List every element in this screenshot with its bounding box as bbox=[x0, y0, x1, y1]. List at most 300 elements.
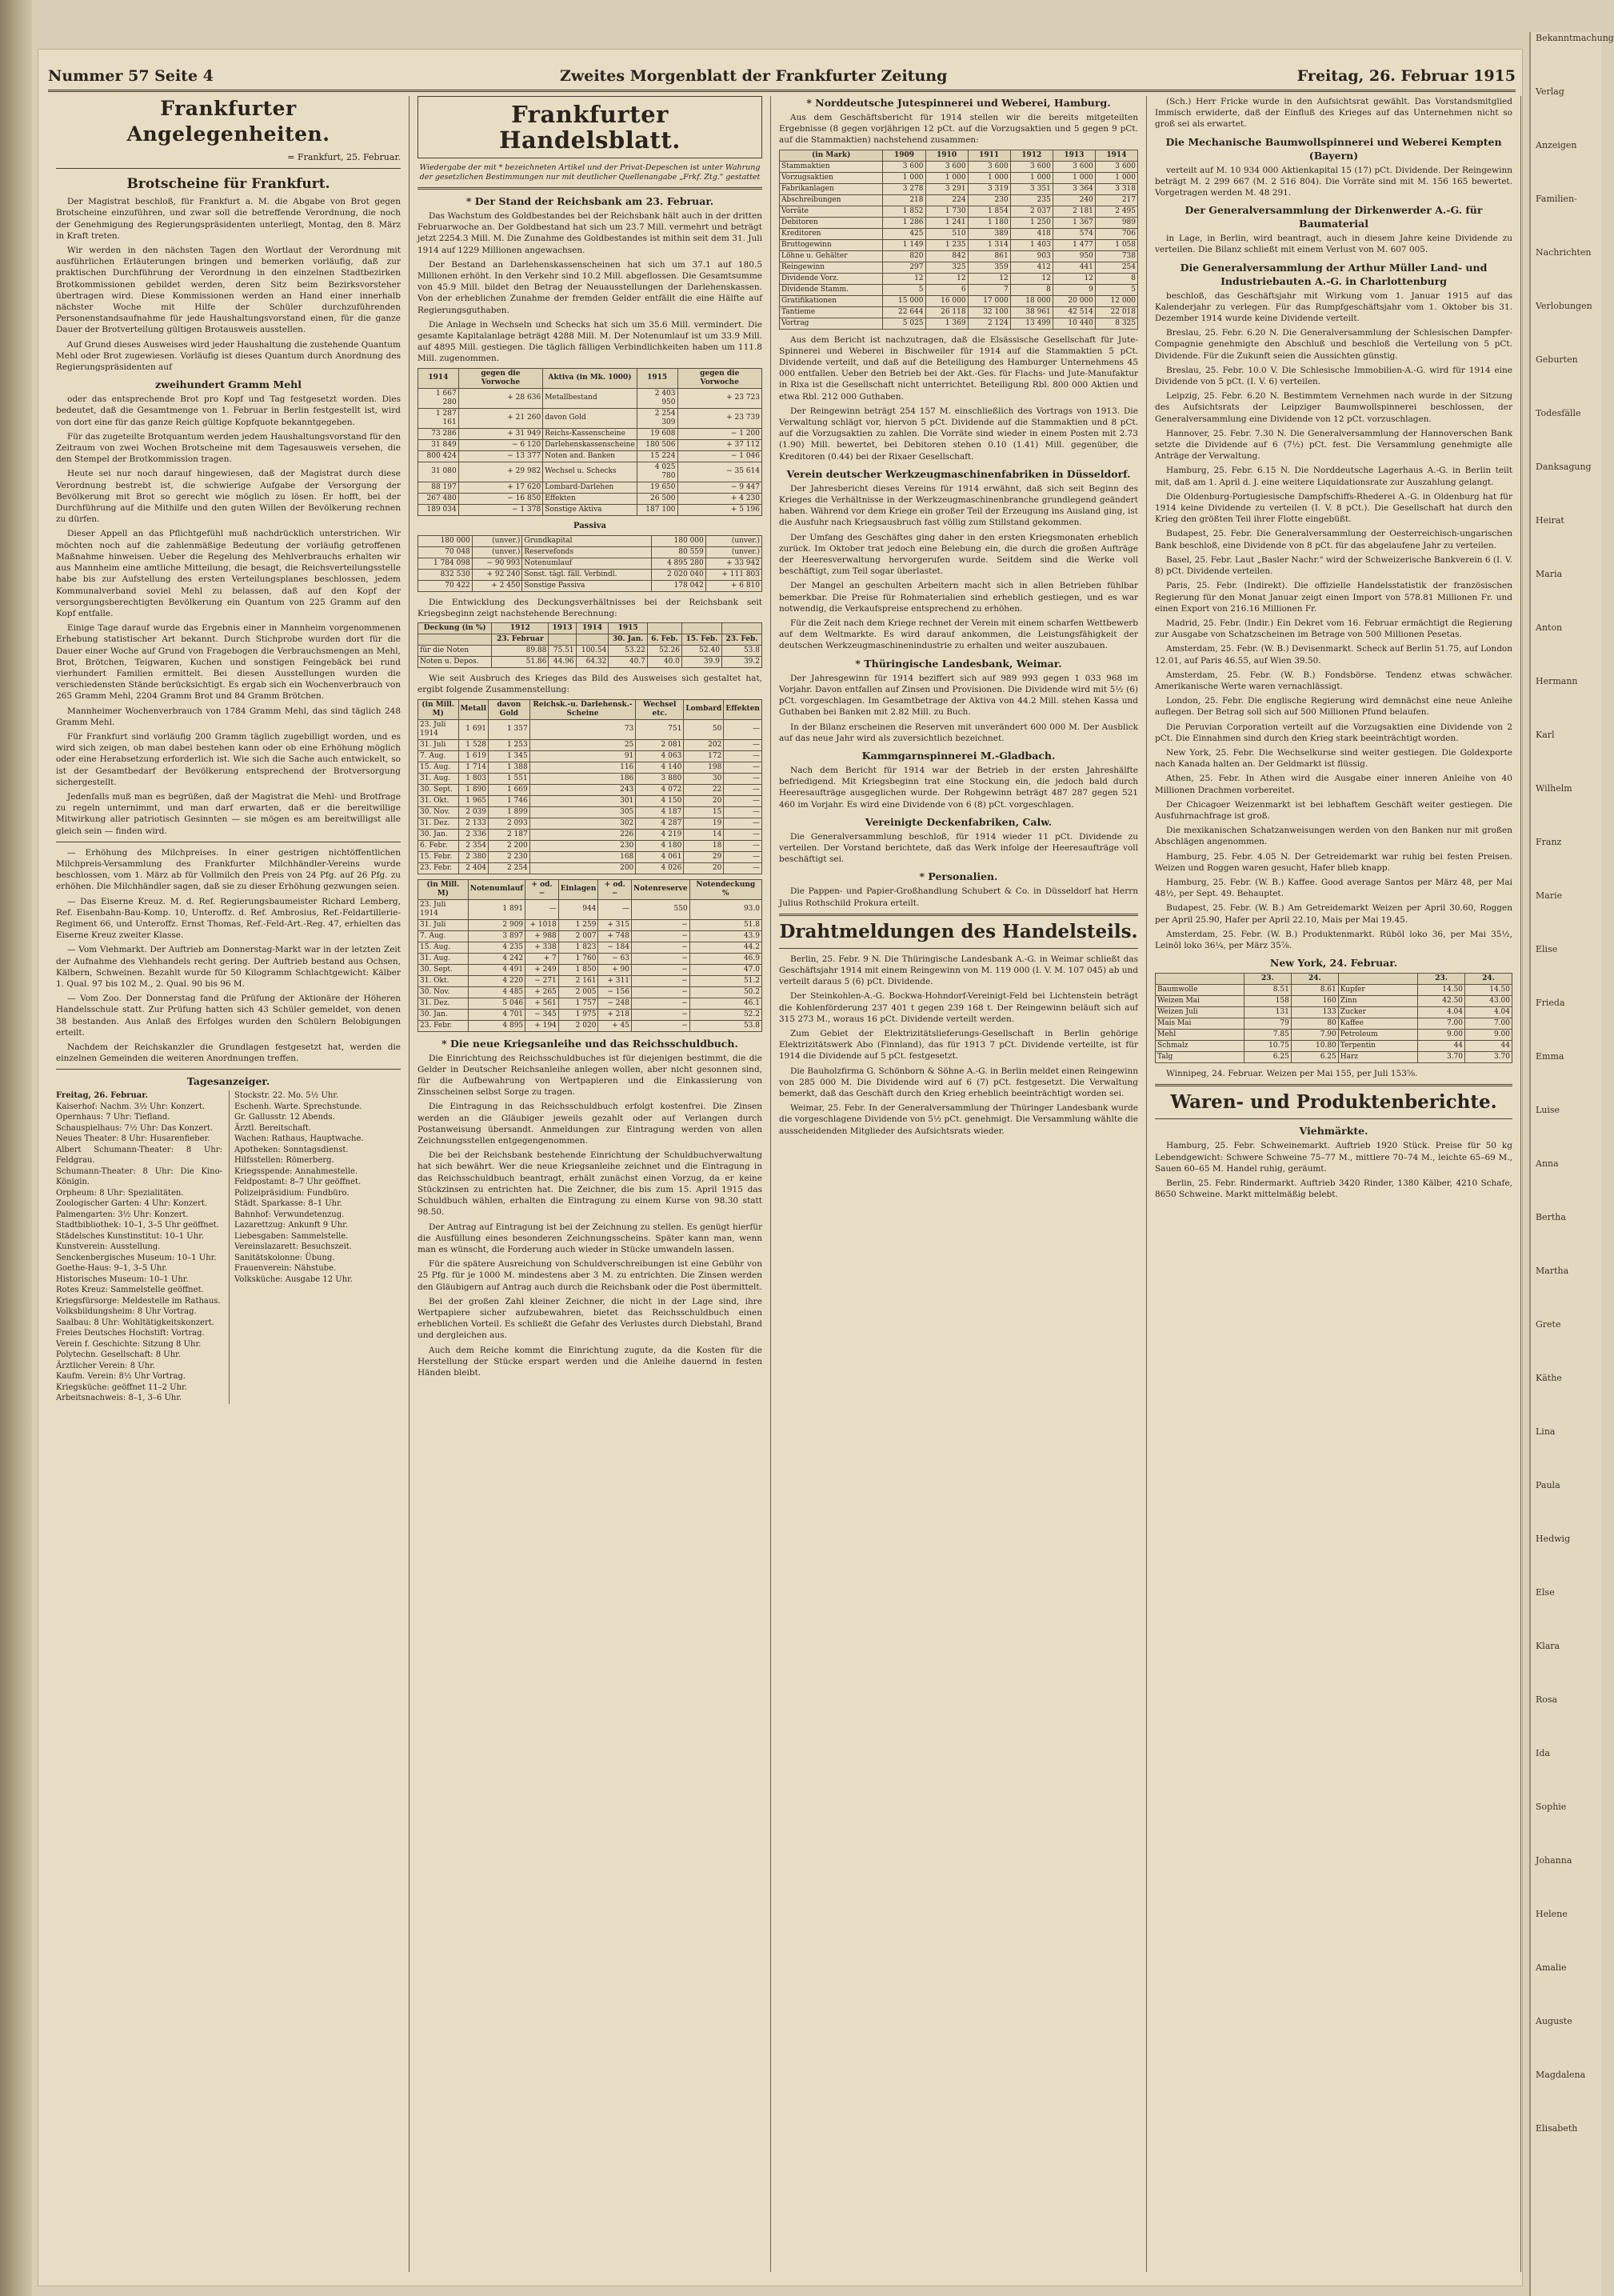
table-row bbox=[418, 408, 762, 428]
table-cell: Zucker bbox=[1338, 1007, 1417, 1018]
table-row bbox=[418, 953, 762, 964]
list-item: Rotes Kreuz: Sammelstelle geöffnet. bbox=[56, 1286, 204, 1295]
table-cell: 550 bbox=[632, 899, 690, 919]
paragraph: — Vom Viehmarkt. Der Auftrieb am Donnerstag-Markt war in der letzten Zeit der Aufnahme des Viehhandels recht gering. Der Auftrieb bestand aus Ochsen, Kälbern, Schweinen. Bezahlt wurde für 50 Kilogramm Schlachtgewicht: Kälber 1. Qual. 97 bis 102 M., 2. Qual. 90 bis 96 M. bbox=[56, 945, 401, 989]
paragraph: Budapest, 25. Febr. Die Generalversammlung der Oesterreichisch-ungarischen Bank beschloß, eine Dividende von 8 pCt. für das abgelaufene Jahr zu verteilen. bbox=[1155, 529, 1512, 550]
table-cell: 706 bbox=[1095, 228, 1137, 239]
table-row bbox=[1156, 1030, 1512, 1041]
table-cell: — bbox=[525, 899, 559, 919]
table-cell: 12 bbox=[968, 273, 1010, 284]
table-cell: Kupfer bbox=[1338, 985, 1417, 996]
table-cell: − bbox=[632, 964, 690, 975]
table-cell: + 249 bbox=[525, 964, 559, 975]
table-header-cell: 1914 bbox=[576, 623, 609, 634]
table-cell: 178 042 bbox=[651, 580, 705, 591]
table-cell: 15. Aug. bbox=[418, 942, 469, 953]
table-cell: 5 bbox=[1095, 284, 1137, 295]
strip-line: Johanna bbox=[1536, 1855, 1572, 1866]
table-cell: 218 bbox=[883, 194, 925, 206]
table-cell: 7.00 bbox=[1465, 1018, 1512, 1030]
table-row bbox=[418, 818, 762, 829]
table-cell: 1 803 bbox=[458, 773, 489, 784]
list-item: Polizeipräsidium: Fundbüro. bbox=[234, 1188, 350, 1198]
table-cell: 6.25 bbox=[1244, 1052, 1291, 1063]
table-header-cell bbox=[418, 634, 492, 646]
table-cell: 2 380 bbox=[458, 851, 489, 862]
paragraph: Berlin, 25. Febr. Rindermarkt. Auftrieb 3420 Rinder, 1380 Kälber, 4210 Schafe, 8650 Schweine. Markt mittelmäßig belebt. bbox=[1155, 1178, 1512, 1200]
table-cell: 12 bbox=[883, 273, 925, 284]
table-cell: Darlehenskassenscheine bbox=[543, 439, 637, 450]
table-row bbox=[418, 784, 762, 795]
table-cell: Metallbestand bbox=[543, 388, 637, 408]
table-cell: 180 000 bbox=[418, 535, 473, 546]
table-row bbox=[780, 273, 1138, 284]
table-cell: 53.8 bbox=[689, 1020, 761, 1031]
table-cell: Schmalz bbox=[1156, 1041, 1244, 1052]
table-header-cell: 24. bbox=[1291, 974, 1338, 985]
table-row bbox=[418, 1009, 762, 1020]
table-header-cell: 23. bbox=[1418, 974, 1465, 985]
table-header-cell: davon Gold bbox=[489, 699, 530, 719]
list-item: Eschenh. Warte. Sprechstunde. bbox=[234, 1102, 362, 1111]
table-cell: 4 220 bbox=[468, 975, 525, 986]
table-cell: 1 180 bbox=[968, 217, 1010, 228]
table-header-cell: 1913 bbox=[1053, 150, 1095, 161]
table-cell: 7. Aug. bbox=[418, 930, 469, 942]
table-cell: 1 357 bbox=[489, 719, 530, 739]
table-row bbox=[418, 762, 762, 773]
paragraph: London, 25. Febr. Die englische Regierung wird demnächst eine neue Anleihe auflegen. Der Betrag soll sich auf 500 Millionen Pfund belaufen. bbox=[1155, 696, 1512, 718]
table-cell: 325 bbox=[925, 262, 968, 273]
table-cell: 6. Febr. bbox=[418, 840, 459, 851]
table-cell: 15. Aug. bbox=[418, 762, 459, 773]
table-cell: 29 bbox=[684, 851, 724, 862]
table-cell: 1 345 bbox=[489, 750, 530, 762]
table-cell: 16 000 bbox=[925, 295, 968, 306]
table-row bbox=[1156, 1007, 1512, 1018]
paragraph: Die Generalversammlung beschloß, für 1914 wieder 11 pCt. Dividende zu verteilen. Der Vorstand berichtete, daß das Werk infolge der Heeresaufträge voll beschäftigt sei. bbox=[779, 831, 1138, 865]
table-cell: — bbox=[724, 806, 762, 818]
column-frankfurter-handelsblatt bbox=[409, 96, 771, 2272]
table-cell: 305 bbox=[529, 806, 636, 818]
table-row bbox=[418, 569, 762, 580]
table-cell: 30. Sept. bbox=[418, 784, 459, 795]
table-cell: 51.2 bbox=[689, 975, 761, 986]
paragraph: Basel, 25. Febr. Laut „Basler Nachr." wird der Schweizerische Bankverein 6 (I. V. 8) pCt. Dividende verteilen. bbox=[1155, 554, 1512, 577]
table-cell: 39.9 bbox=[681, 657, 721, 668]
strip-line: Lina bbox=[1536, 1426, 1556, 1437]
table-cell: 820 bbox=[883, 250, 925, 262]
table-row bbox=[780, 262, 1138, 273]
table-cell: + 90 bbox=[598, 964, 632, 975]
table-header-cell: 24. bbox=[1465, 974, 1512, 985]
section-title: Frankfurter Handelsblatt. bbox=[499, 101, 681, 154]
table-row bbox=[418, 942, 762, 953]
table-header-cell: 1909 bbox=[883, 150, 925, 161]
paragraph: Amsterdam, 25. Febr. (W. B.) Devisenmarkt. Scheck auf Berlin 51.75, auf London 12.01, auf Paris 46.55, auf Wien 39.50. bbox=[1155, 644, 1512, 666]
table-cell: 8 bbox=[1095, 273, 1137, 284]
table-cell: 3 600 bbox=[968, 161, 1010, 172]
adjacent-page-strip bbox=[1529, 32, 1614, 2296]
table-cell: Fabrikanlagen bbox=[780, 183, 883, 194]
table-row bbox=[780, 284, 1138, 295]
table-cell: 12 000 bbox=[1095, 295, 1137, 306]
table-row bbox=[780, 228, 1138, 239]
table-cell: 230 bbox=[968, 194, 1010, 206]
list-item: Feldpostamt: 8–7 Uhr geöffnet. bbox=[234, 1178, 362, 1187]
list-item: Städelsches Kunstinstitut: 10–1 Uhr. bbox=[56, 1231, 205, 1241]
new-york-heading: New York, 24. Februar. bbox=[1269, 957, 1398, 970]
table-header-cell: Notendeckung % bbox=[689, 879, 761, 899]
table-cell: 30. Nov. bbox=[418, 986, 469, 998]
paragraph: Paris, 25. Febr. (Indirekt). Die offizielle Handelsstatistik der französischen Regierung für den Monat Januar zeigt einen Import von 578.81 Millionen Fr. und einen Export von 216.16 Millionen Fr. bbox=[1155, 581, 1512, 614]
paragraph: Hamburg, 25. Febr. (W. B.) Kaffee. Good average Santos per März 48, per Mai 48½, per Sept. 49. Behauptet. bbox=[1155, 877, 1512, 899]
table-cell: + 2 450 bbox=[472, 580, 522, 591]
paragraph: Der Jahresgewinn für 1914 beziffert sich auf 989 993 gegen 1 033 968 im Vorjahr. Davon entfallen auf Zinsen und Provisionen. Die Dividende wird mit 5½ (6) pCt. vorgeschlagen. Im Gesamtbetrage der Aktiva von 44.2 Mill. stehen Kassa und Guthaben bei Banken mit 2.82 Mill. zu Buch. bbox=[779, 673, 1138, 718]
table-cell: 2 200 bbox=[489, 840, 530, 851]
table-cell: 8.51 bbox=[1244, 985, 1291, 996]
table-cell: Noten and. Banken bbox=[543, 450, 637, 462]
table-cell: 38 961 bbox=[1010, 306, 1053, 318]
table-cell: — bbox=[724, 739, 762, 750]
table-cell: 1 314 bbox=[968, 239, 1010, 250]
table-cell: 832 530 bbox=[418, 569, 473, 580]
table-cell: 861 bbox=[968, 250, 1010, 262]
table-cell: 1 367 bbox=[1053, 217, 1095, 228]
table-header-cell bbox=[647, 623, 681, 634]
table-cell: 23. Juli 1914 bbox=[418, 899, 469, 919]
table-cell: 189 034 bbox=[418, 504, 459, 515]
table-row bbox=[418, 840, 762, 851]
table-cell: 5 bbox=[883, 284, 925, 295]
paragraph: Der Umfang des Geschäftes ging daher in den ersten Kriegsmonaten erheblich zurück. Im Oktober trat jedoch eine Belebung ein, die durch die großen Aufträge der Heeresverwaltung hervorgerufen wurde. Seitdem sind die Werke voll beschäftigt, zum Teil sogar überlastet. bbox=[779, 532, 1138, 577]
table-header-cell: Notenreserve bbox=[632, 879, 690, 899]
paragraph: Hamburg, 25. Febr. Schweinemarkt. Auftrieb 1920 Stück. Preise für 50 kg Lebendgewicht: Schwere Schweine 75–77 M., mittlere 70–74 M., leichte 65–69 M., Sauen 60–65 M. Handel ruhig, geräumt. bbox=[1155, 1141, 1512, 1174]
table-cell: Petroleum bbox=[1338, 1030, 1417, 1041]
table-cell: Stammaktien bbox=[780, 161, 883, 172]
table-cell: 235 bbox=[1010, 194, 1053, 206]
strip-line: Helene bbox=[1536, 1909, 1568, 1919]
table-cell: 4 701 bbox=[468, 1009, 525, 1020]
list-item: Kunstverein: Ausstellung. bbox=[56, 1242, 161, 1252]
list-item: Apotheken: Sonntagsdienst. bbox=[234, 1145, 349, 1154]
list-item: Historisches Museum: 10–1 Uhr. bbox=[56, 1274, 189, 1284]
table-cell: 301 bbox=[529, 795, 636, 806]
table-cell: — bbox=[724, 862, 762, 874]
table-cell: 3 319 bbox=[968, 183, 1010, 194]
table-cell: Dividende Stamm. bbox=[780, 284, 883, 295]
table-cell: + 7 bbox=[525, 953, 559, 964]
table-cell: + 17 620 bbox=[458, 482, 542, 493]
table-cell: 19 650 bbox=[637, 482, 677, 493]
table-cell: − bbox=[632, 975, 690, 986]
table-cell: 70 048 bbox=[418, 546, 473, 558]
table-cell: 9.00 bbox=[1465, 1030, 1512, 1041]
table-cell: − 13 377 bbox=[458, 450, 542, 462]
list-item: Kriegsküche: geöffnet 11–2 Uhr. bbox=[56, 1382, 187, 1392]
table-row bbox=[418, 558, 762, 569]
table-cell: + 265 bbox=[525, 986, 559, 998]
table-cell: 50.2 bbox=[689, 986, 761, 998]
table-cell: − 345 bbox=[525, 1009, 559, 1020]
table-cell: 46.1 bbox=[689, 998, 761, 1009]
table-row bbox=[418, 388, 762, 408]
paragraph: Zum Gebiet der Elektrizitätslieferungs-Gesellschaft in Berlin gehörige Elektrizitätswerk Abo (Finnland), das für 1913 7 pCt. Dividende verteilte, ist für 1914 die Dividende auf 5 pCt. festgesetzt. bbox=[779, 1028, 1138, 1062]
table-cell: 297 bbox=[883, 262, 925, 273]
table-cell: 2 081 bbox=[636, 739, 684, 750]
table-cell: 1 760 bbox=[558, 953, 598, 964]
table-cell: — bbox=[724, 750, 762, 762]
list-item: Ärztlicher Verein: 8 Uhr. bbox=[56, 1361, 155, 1370]
paragraph: Leipzig, 25. Febr. 6.20 N. Bestimmtem Vernehmen nach wurde in der Sitzung des Aufsichtsrats der Leipziger Baumwollspinnerei beschlossen, der Generalversammlung eine Dividende von 12 pCt. vorzuschlagen. bbox=[1155, 391, 1512, 424]
table-cell: 51.8 bbox=[689, 919, 761, 930]
table-cell: — bbox=[724, 719, 762, 739]
table-cell: Vortrag bbox=[780, 318, 883, 329]
table-row bbox=[418, 719, 762, 739]
table-header-cell: 1912 bbox=[1010, 150, 1053, 161]
table-cell: 2 254 bbox=[489, 862, 530, 874]
table-header-cell: Einlagen bbox=[558, 879, 598, 899]
paragraph: Auf Grund dieses Ausweises wird jeder Haushaltung die zustehende Quantum Mehl oder Brot zugewiesen. Vorläufig ist dieses Quantum durch Anordnung des Regierungspräsidenten auf bbox=[56, 339, 401, 373]
strip-line: Amalie bbox=[1536, 1962, 1567, 1973]
table-cell: + 338 bbox=[525, 942, 559, 953]
issue-date: Freitag, 26. Februar 1915 bbox=[1296, 67, 1516, 85]
table-cell: 133 bbox=[1291, 1007, 1338, 1018]
table-cell: − 63 bbox=[598, 953, 632, 964]
list-item: Kriegsfürsorge: Meldestelle im Rathaus. bbox=[56, 1296, 221, 1306]
table-cell: Gratifikationen bbox=[780, 295, 883, 306]
running-head bbox=[48, 62, 1516, 92]
table-cell: 80 bbox=[1291, 1018, 1338, 1030]
list-item: Arbeitsnachweis: 8–1, 3–6 Uhr. bbox=[56, 1394, 182, 1403]
tagesanzeiger-list bbox=[56, 1090, 222, 1404]
table-cell: 224 bbox=[925, 194, 968, 206]
table-cell: − 1 378 bbox=[458, 504, 542, 515]
table-cell: 5 025 bbox=[883, 318, 925, 329]
paragraph: verteilt auf M. 10 934 000 Aktienkapital 15 (17) pCt. Dividende. Der Reingewinn beträgt M. 2 299 667 (M. 2 516 804). Die Vorräte sind mit M. 156 165 bewertet. Vorgetragen werden M. 48 291. bbox=[1155, 165, 1512, 198]
table-cell: 31 080 bbox=[418, 462, 459, 482]
table-cell: 2 403 950 bbox=[637, 388, 677, 408]
table-cell: Reingewinn bbox=[780, 262, 883, 273]
strip-line: Käthe bbox=[1536, 1373, 1562, 1383]
list-item: Schauspielhaus: 7½ Uhr: Das Konzert. bbox=[56, 1123, 214, 1133]
table-cell: + 111 803 bbox=[705, 569, 761, 580]
list-item: Palmengarten: 3½ Uhr: Konzert. bbox=[56, 1210, 189, 1219]
table-cell: Dividende Vorz. bbox=[780, 273, 883, 284]
table-row bbox=[418, 930, 762, 942]
table-header-cell: Effekten bbox=[724, 699, 762, 719]
table-cell: 75.51 bbox=[549, 646, 576, 657]
table-cell: 50 bbox=[684, 719, 724, 739]
table-cell: − 35 614 bbox=[677, 462, 762, 482]
table-cell: 30. Nov. bbox=[418, 806, 459, 818]
table-cell: 3 600 bbox=[925, 161, 968, 172]
table-cell: 19 608 bbox=[637, 428, 677, 439]
paragraph: Wie seit Ausbruch des Krieges das Bild des Ausweises sich gestaltet hat, ergibt folgende Zusammenstellung: bbox=[417, 674, 762, 695]
table-header-cell: 1915 bbox=[637, 368, 677, 388]
tagesanzeiger-date: Freitag, 26. Februar. bbox=[56, 1091, 149, 1101]
table-cell: 1 477 bbox=[1053, 239, 1095, 250]
paragraph: Budapest, 25. Febr. (W. B.) Am Getreidemarkt Weizen per April 30.60, Roggen per April 25.90, Hafer per April 22.10, Mais per Mai 19.45. bbox=[1155, 903, 1512, 925]
table-header-cell: 23. bbox=[1244, 974, 1291, 985]
paragraph: In der Bilanz erscheinen die Reserven mit unverändert 600 000 M. Der Ausblick auf das neue Jahr wird als zuversichtlich bezeichnet. bbox=[779, 722, 1138, 743]
table-cell: 441 bbox=[1053, 262, 1095, 273]
table-cell: 3 278 bbox=[883, 183, 925, 194]
table-cell: Reservefonds bbox=[522, 546, 652, 558]
table-cell: 44.2 bbox=[689, 942, 761, 953]
strip-line: Rosa bbox=[1536, 1694, 1558, 1705]
table-cell: 8 325 bbox=[1095, 318, 1137, 329]
column-business-reports bbox=[771, 96, 1147, 2272]
table-cell: − bbox=[632, 930, 690, 942]
table-cell: 2 404 bbox=[458, 862, 489, 874]
table-cell: − 1 046 bbox=[677, 450, 762, 462]
table-row bbox=[780, 318, 1138, 329]
paragraph: Der Mangel an geschulten Arbeitern macht sich in allen Betrieben fühlbar bemerkbar. Die Preise für Rohmaterialien sind erheblich gestiegen, und es war notwendig, die Verkaufspreise entsprechend zu erhöhen. bbox=[779, 581, 1138, 614]
strip-line: Bekanntmachung bbox=[1536, 33, 1614, 43]
table-cell: 2 020 bbox=[558, 1020, 598, 1031]
strip-line: Paula bbox=[1536, 1480, 1560, 1490]
table-cell: 4 140 bbox=[636, 762, 684, 773]
list-item: Kaufm. Verein: 8½ Uhr Vortrag. bbox=[56, 1372, 186, 1382]
paragraph: — Vom Zoo. Der Donnerstag fand die Prüfung der Aktionäre der Höheren Handelsschule statt. Zur Prüfung hatten sich 43 Schüler gemeldet, von denen 38 bestanden. Aus Anlaß des Erfolges wurden den Schülern Belobigungen erteilt. bbox=[56, 994, 401, 1038]
paragraph: Bei der großen Zahl kleiner Zeichner, die nicht in der Lage sind, ihre Wertpapiere sicher aufzubewahren, bietet das Reichsschuldbuch einen erheblichen Vorteil. Es schließt die Gefahr des Verlustes durch Diebstahl, Brand und dergleichen aus. bbox=[417, 1296, 762, 1341]
paragraph: Der Antrag auf Eintragung ist bei der Zeichnung zu stellen. Es genügt hierfür die Ausfüllung eines besonderen Zeichnungsscheins. Später kann man, wenn man es wünscht, die Forderung auch wieder in Stücke umwandeln lassen. bbox=[417, 1222, 762, 1254]
table-cell: − 1 200 bbox=[677, 428, 762, 439]
table-cell: 4 895 280 bbox=[651, 558, 705, 569]
list-item: Neues Theater: 8 Uhr: Husarenfieber. bbox=[56, 1134, 210, 1144]
table-row bbox=[418, 428, 762, 439]
table-cell: 18 000 bbox=[1010, 295, 1053, 306]
table-cell: 13 499 bbox=[1010, 318, 1053, 329]
table-header-cell bbox=[1338, 974, 1417, 985]
strip-line: Danksagung bbox=[1536, 462, 1592, 472]
paragraph: Der Bestand an Darlehenskassenscheinen hat sich um 37.1 auf 180.5 Millionen erhöht. In den Verkehr sind 10.2 Mill. abgeflossen. Die Gesamtsumme von 45.9 Mill. bildet den Betrag der Neuausstellungen der Darlehenskassen. Von der erheblichen Zunahme der fremden Gelder entfällt die eine Hälfte auf Regierungsguthaben. bbox=[417, 259, 762, 315]
table-cell: 7.90 bbox=[1291, 1030, 1338, 1041]
list-item: Polytechn. Gesellschaft: 8 Uhr. bbox=[56, 1350, 181, 1360]
strip-line: Frieda bbox=[1536, 998, 1565, 1008]
paragraph: New York, 25. Febr. Die Wechselkurse sind weiter gestiegen. Die Goldexporte nach Kanada halten an. Der Geldmarkt ist flüssig. bbox=[1155, 747, 1512, 770]
table-cell: + 218 bbox=[598, 1009, 632, 1020]
table-header-cell: Notenumlauf bbox=[468, 879, 525, 899]
paragraph: Heute sei nur noch darauf hingewiesen, daß der Magistrat durch diese Verordnung bestrebt ist, die schwierige Aufgabe der Versorgung der Bevölkerung mit Brot so gerecht wie möglich zu lösen. Er hofft, bei der Durchführung auf die Mithilfe und den guten Willen der Bevölkerung rechnen zu dürfen. bbox=[56, 469, 401, 525]
table-cell: davon Gold bbox=[543, 408, 637, 428]
table-cell: 20 bbox=[684, 795, 724, 806]
table-cell: 510 bbox=[925, 228, 968, 239]
paragraph: Der Magistrat beschloß, für Frankfurt a. M. die Abgabe von Brot gegen Brotscheine einzuführen, und zwar soll die betreffende Verordnung, die noch der Genehmigung des Regierungspräsidenten unterliegt, Montag, den 8. März in Kraft treten. bbox=[56, 197, 401, 241]
table-header-cell: (in Mill. M) bbox=[418, 699, 459, 719]
table-cell: Sonstige Passiva bbox=[522, 580, 652, 591]
section-title: Frankfurter Angelegenheiten. bbox=[126, 97, 330, 146]
book-binding-edge bbox=[0, 0, 32, 2296]
table-cell: (unver.) bbox=[705, 546, 761, 558]
table-cell: — bbox=[724, 773, 762, 784]
list-item: Freies Deutsches Hochstift: Vortrag. bbox=[56, 1329, 205, 1338]
paragraph: Die mexikanischen Schatzanweisungen werden von den Banken nur mit großen Abschlägen angenommen. bbox=[1155, 826, 1512, 847]
table-cell: 1 388 bbox=[489, 762, 530, 773]
table-cell: 1 852 bbox=[883, 206, 925, 217]
paragraph: Dieser Appell an das Pflichtgefühl muß nachdrücklich unterstrichen. Wir möchten noch auf die zahlenmäßige Bedeutung der vorläufig getroffenen Maßnahme hinweisen. Ueber die Regelung des Mehlverbrauchs erhalten wir aus Mannheim eine amtliche Mitteilung, die besagt, die Reichsverteilungsstelle habe bis zur Aufstellung des ersten Verteilungsplanes beschlossen, jedem Kommunalverband soviel Mehl zu belassen, daß auf den Kopf der versorgungsberechtigten Bevölkerung ein Quantum von 225 Gramm auf den Kopf entfalle. bbox=[56, 529, 401, 618]
strip-line: Klara bbox=[1536, 1641, 1560, 1651]
passiva-caption: Passiva bbox=[573, 521, 607, 530]
table-cell: 44 bbox=[1418, 1041, 1465, 1052]
table-cell: Kreditoren bbox=[780, 228, 883, 239]
table-cell: 44.96 bbox=[549, 657, 576, 668]
table-cell: 3 364 bbox=[1053, 183, 1095, 194]
table-cell: 31 849 bbox=[418, 439, 459, 450]
table-cell: 52.2 bbox=[689, 1009, 761, 1020]
table-cell: 2 007 bbox=[558, 930, 598, 942]
table-row bbox=[418, 862, 762, 874]
issue-number: Nummer 57 Seite 4 bbox=[48, 67, 214, 85]
table-cell: 359 bbox=[968, 262, 1010, 273]
table-cell: 412 bbox=[1010, 262, 1053, 273]
table-cell: 7 bbox=[968, 284, 1010, 295]
table-cell: 3 291 bbox=[925, 183, 968, 194]
subheading: zweihundert Gramm Mehl bbox=[154, 378, 302, 391]
strip-line: Emma bbox=[1536, 1051, 1564, 1062]
article-heading: Viehmärkte. bbox=[1299, 1125, 1368, 1138]
table-cell: — bbox=[598, 899, 632, 919]
table-cell: 2 161 bbox=[558, 975, 598, 986]
table-cell: 51.86 bbox=[492, 657, 549, 668]
table-cell: 1 149 bbox=[883, 239, 925, 250]
table-header-cell: 1913 bbox=[549, 623, 576, 634]
strip-line: Magdalena bbox=[1536, 2070, 1586, 2080]
table-cell: — bbox=[724, 851, 762, 862]
list-item: Volksküche: Ausgabe 12 Uhr. bbox=[234, 1274, 354, 1284]
paragraph: Hamburg, 25. Febr. 4.05 N. Der Getreidemarkt war ruhig bei festen Preisen. Weizen und Roggen waren gesucht, Hafer blieb knapp. bbox=[1155, 851, 1512, 873]
table-cell: 42 514 bbox=[1053, 306, 1095, 318]
table-cell: 800 424 bbox=[418, 450, 459, 462]
table-row bbox=[780, 250, 1138, 262]
strip-line: Franz bbox=[1536, 837, 1562, 847]
table-cell: − 184 bbox=[598, 942, 632, 953]
table-row bbox=[418, 450, 762, 462]
paragraph: Auch dem Reiche kommt die Einrichtung zugute, da die Kosten für die Herstellung der Stücke erspart werden und die Anleihe dauernd in festen Händen bleibt. bbox=[417, 1345, 762, 1378]
table-cell: + 748 bbox=[598, 930, 632, 942]
table-cell: 2 336 bbox=[458, 829, 489, 840]
table-cell: 39.2 bbox=[721, 657, 761, 668]
list-item: Liebesgaben: Sammelstelle. bbox=[234, 1231, 349, 1241]
paragraph: Die Bauholzfirma G. Schönborn & Söhne A.-G. in Berlin meldet einen Reingewinn von 285 000 M. Die Dividende wird auf 6 (7) pCt. festgesetzt. Die Verwaltung bemerkt, daß das Geschäft durch den Krieg erheblich beeinträchtigt worden sei. bbox=[779, 1066, 1138, 1098]
table-header-cell: 1915 bbox=[609, 623, 648, 634]
paragraph: Für Frankfurt sind vorläufig 200 Gramm täglich zugebilligt worden, und es wird sich zeigen, ob man dabei bestehen kann oder ob eine Erhöhung möglich oder eine Herabsetzung erforderlich ist. Wie sich die Sache auch entwickelt, so ist der Gesamtbedarf der Bevölkerung entsprechend der Brotversorgung sichergestellt. bbox=[56, 731, 401, 787]
table-cell: 93.0 bbox=[689, 899, 761, 919]
table-cell: 4 025 780 bbox=[637, 462, 677, 482]
paragraph: Die bei der Reichsbank bestehende Einrichtung der Schuldbuchverwaltung hat sich bewährt. Wer die neue Kriegsanleihe zeichnet und die Eintragung in das Reichsschuldbuch beantragt, erhält zunächst einen Vorzug, da er keine Stückzinsen zu entrichten hat. Die Zeichner, die bis zum 15. April 1915 das Schuldbuch wählen, erhalten die Eintragung zu einem Kurse von 98.30 statt 98.50. bbox=[417, 1150, 762, 1218]
paragraph: Madrid, 25. Febr. (Indir.) Ein Dekret vom 16. Februar ermächtigt die Regierung zur Ausgabe von Schatzscheinen im Betrage von 500 Millionen Pesetas. bbox=[1155, 618, 1512, 640]
table-cell: 168 bbox=[529, 851, 636, 862]
table-cell: 2 181 bbox=[1053, 206, 1095, 217]
table-cell: 70 422 bbox=[418, 580, 473, 591]
table-cell: 44 bbox=[1465, 1041, 1512, 1052]
table-row bbox=[418, 919, 762, 930]
list-item: Ärztl. Bereitschaft. bbox=[234, 1123, 312, 1133]
paragraph: oder das entsprechende Brot pro Kopf und Tag festgesetzt worden. Dies bedeutet, daß die Gesamtmenge von 1. Februar in Berlin festgestellt ist, wird von dort eine für das ganze Reich gültige Kopfquote bekanntgegeben. bbox=[56, 394, 401, 427]
table-cell: − bbox=[632, 1020, 690, 1031]
table-cell: 1 891 bbox=[468, 899, 525, 919]
table-cell: + 33 942 bbox=[705, 558, 761, 569]
table-cell: 243 bbox=[529, 784, 636, 795]
table-cell: 989 bbox=[1095, 217, 1137, 228]
table-cell: (unver.) bbox=[472, 535, 522, 546]
table-cell: 1 975 bbox=[558, 1009, 598, 1020]
table-cell: 52.26 bbox=[647, 646, 681, 657]
table-row bbox=[418, 851, 762, 862]
table-cell: 15 000 bbox=[883, 295, 925, 306]
table-row bbox=[418, 535, 762, 546]
